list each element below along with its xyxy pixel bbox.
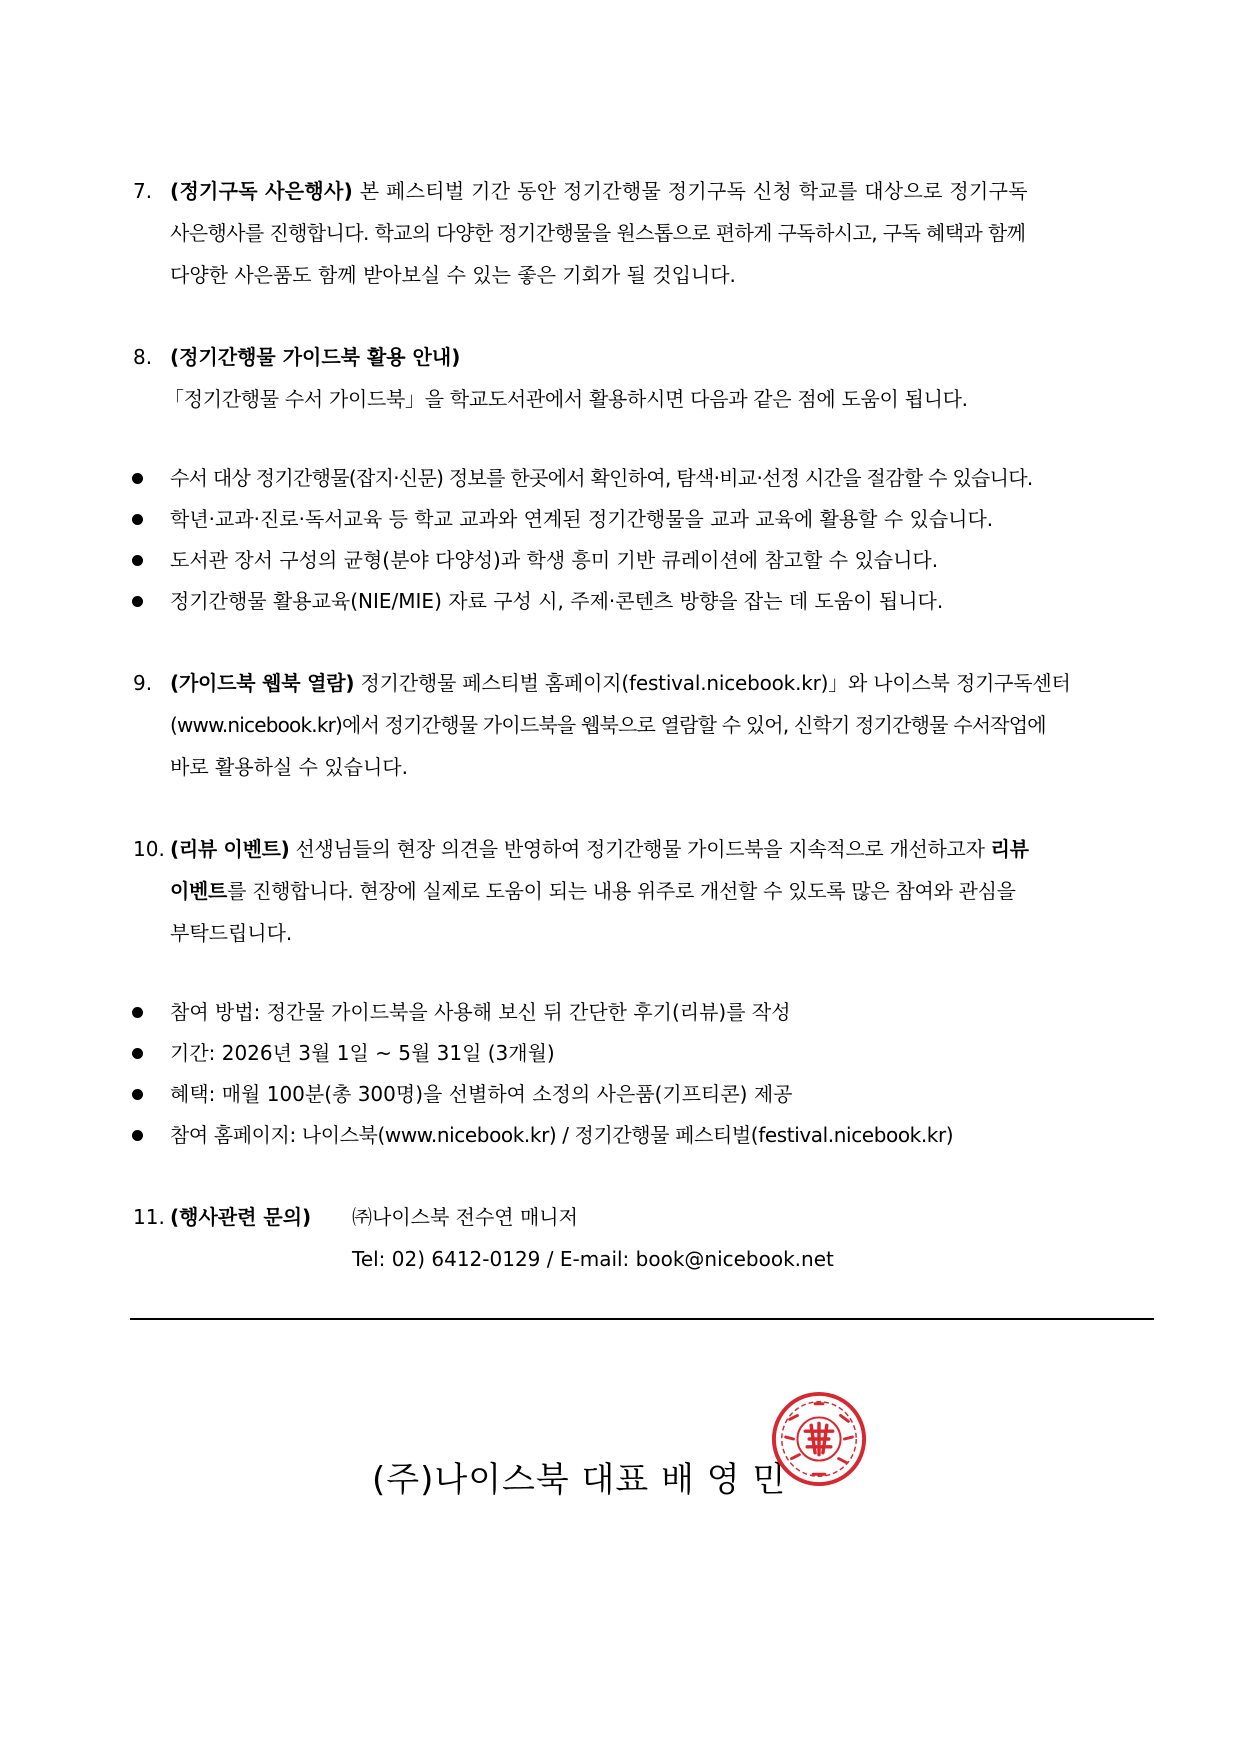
sec10-number: 10. bbox=[133, 837, 165, 861]
sec10-bullet-4: 참여 홈페이지: 나이스북(www.nicebook.kr) / 정기간행물 페스티벌(festival.nicebook.kr) bbox=[170, 1123, 954, 1147]
sec10-line3: 부탁드립니다. bbox=[170, 921, 293, 945]
sec10-line2 bbox=[170, 876, 1016, 906]
sec7-line1 bbox=[170, 176, 1150, 206]
sec7-line3: 다양한 사은품도 함께 받아보실 수 있는 좋은 기회가 될 것입니다. bbox=[170, 263, 736, 287]
sec8-number: 8. bbox=[133, 345, 153, 369]
sec10-bold2: 이벤트 bbox=[170, 879, 228, 903]
sec7-text1: 본 페스티벌 기간 동안 정기간행물 정기구독 신청 학교를 대상으로 정기구독 bbox=[353, 179, 1028, 203]
sec10-bold1: 리뷰 bbox=[990, 837, 1029, 861]
sec10-line1 bbox=[170, 834, 1029, 864]
bullet-icon bbox=[132, 1130, 143, 1141]
sec10-title: (리뷰 이벤트) bbox=[170, 837, 290, 861]
sec8-bullet-2: 학년·교과·진로·독서교육 등 학교 교과와 연계된 정기간행물을 교과 교육에 활용할 수 있습니다. bbox=[170, 507, 994, 531]
sec8-line1: 「정기간행물 수서 가이드북」을 학교도서관에서 활용하시면 다음과 같은 점에 도움이 됩니다. bbox=[164, 387, 968, 411]
bullet-icon bbox=[132, 596, 143, 607]
company-seal-icon bbox=[770, 1390, 868, 1488]
sec7-line2: 사은행사를 진행합니다. 학교의 다양한 정기간행물을 원스톱으로 편하게 구독하시고, 구독 혜택과 함께 bbox=[170, 221, 1026, 245]
sec10-text1: 선생님들의 현장 의견을 반영하여 정기간행물 가이드북을 지속적으로 개선하고자 bbox=[289, 837, 991, 861]
bullet-icon bbox=[132, 1048, 143, 1059]
sec10-text2: 를 진행합니다. 현장에 실제로 도움이 되는 내용 위주로 개선할 수 있도록 많은 참여와 관심을 bbox=[227, 879, 1016, 903]
sec9-number: 9. bbox=[133, 671, 153, 695]
sec11-title: (행사관련 문의) bbox=[170, 1205, 312, 1229]
sec8-bullet-4: 정기간행물 활용교육(NIE/MIE) 자료 구성 시, 주제·콘텐츠 방향을 잡는 데 도움이 됩니다. bbox=[170, 589, 944, 613]
sec9-title: (가이드북 웹북 열람) bbox=[170, 671, 355, 695]
bullet-icon bbox=[132, 555, 143, 566]
sec9-line3: 바로 활용하실 수 있습니다. bbox=[170, 755, 408, 779]
sec10-bullet-1: 참여 방법: 정간물 가이드북을 사용해 보신 뒤 간단한 후기(리뷰)를 작성 bbox=[170, 1000, 791, 1024]
sec10-bullet-2: 기간: 2026년 3월 1일 ~ 5월 31일 (3개월) bbox=[170, 1041, 555, 1065]
sec11-contact: ㈜나이스북 전수연 매니저 bbox=[352, 1205, 578, 1229]
sec8-bullet-1: 수서 대상 정기간행물(잡지·신문) 정보를 한곳에서 확인하여, 탐색·비교·선정 시간을 절감할 수 있습니다. bbox=[170, 466, 1033, 490]
sec10-bullet-3: 혜택: 매월 100분(총 300명)을 선별하여 소정의 사은품(기프티콘) 제공 bbox=[170, 1082, 793, 1106]
sec11-number: 11. bbox=[133, 1205, 165, 1229]
sec11-tel: Tel: 02) 6412-0129 / E-mail: book@nicebook.net bbox=[352, 1247, 834, 1271]
sec7-title: (정기구독 사은행사) bbox=[170, 179, 354, 203]
bullet-icon bbox=[132, 514, 143, 525]
sec9-line1 bbox=[170, 668, 1071, 698]
sec8-bullet-3: 도서관 장서 구성의 균형(분야 다양성)과 학생 흥미 기반 큐레이션에 참고할 수 있습니다. bbox=[170, 548, 939, 572]
signature: (주)나이스북 대표 배 영 민 bbox=[372, 1460, 787, 1500]
sec9-line2: (www.nicebook.kr)에서 정기간행물 가이드북을 웹북으로 열람할 수 있어, 신학기 정기간행물 수서작업에 bbox=[170, 713, 1046, 737]
sec9-text1: 정기간행물 페스티벌 홈페이지(festival.nicebook.kr)」와 나이스북 정기구독센터 bbox=[354, 671, 1071, 695]
bullet-icon bbox=[132, 1007, 143, 1018]
bullet-icon bbox=[132, 473, 143, 484]
sec8-title: (정기간행물 가이드북 활용 안내) bbox=[170, 345, 461, 369]
bullet-icon bbox=[132, 1089, 143, 1100]
divider bbox=[130, 1318, 1154, 1320]
sec7-number: 7. bbox=[133, 179, 153, 203]
